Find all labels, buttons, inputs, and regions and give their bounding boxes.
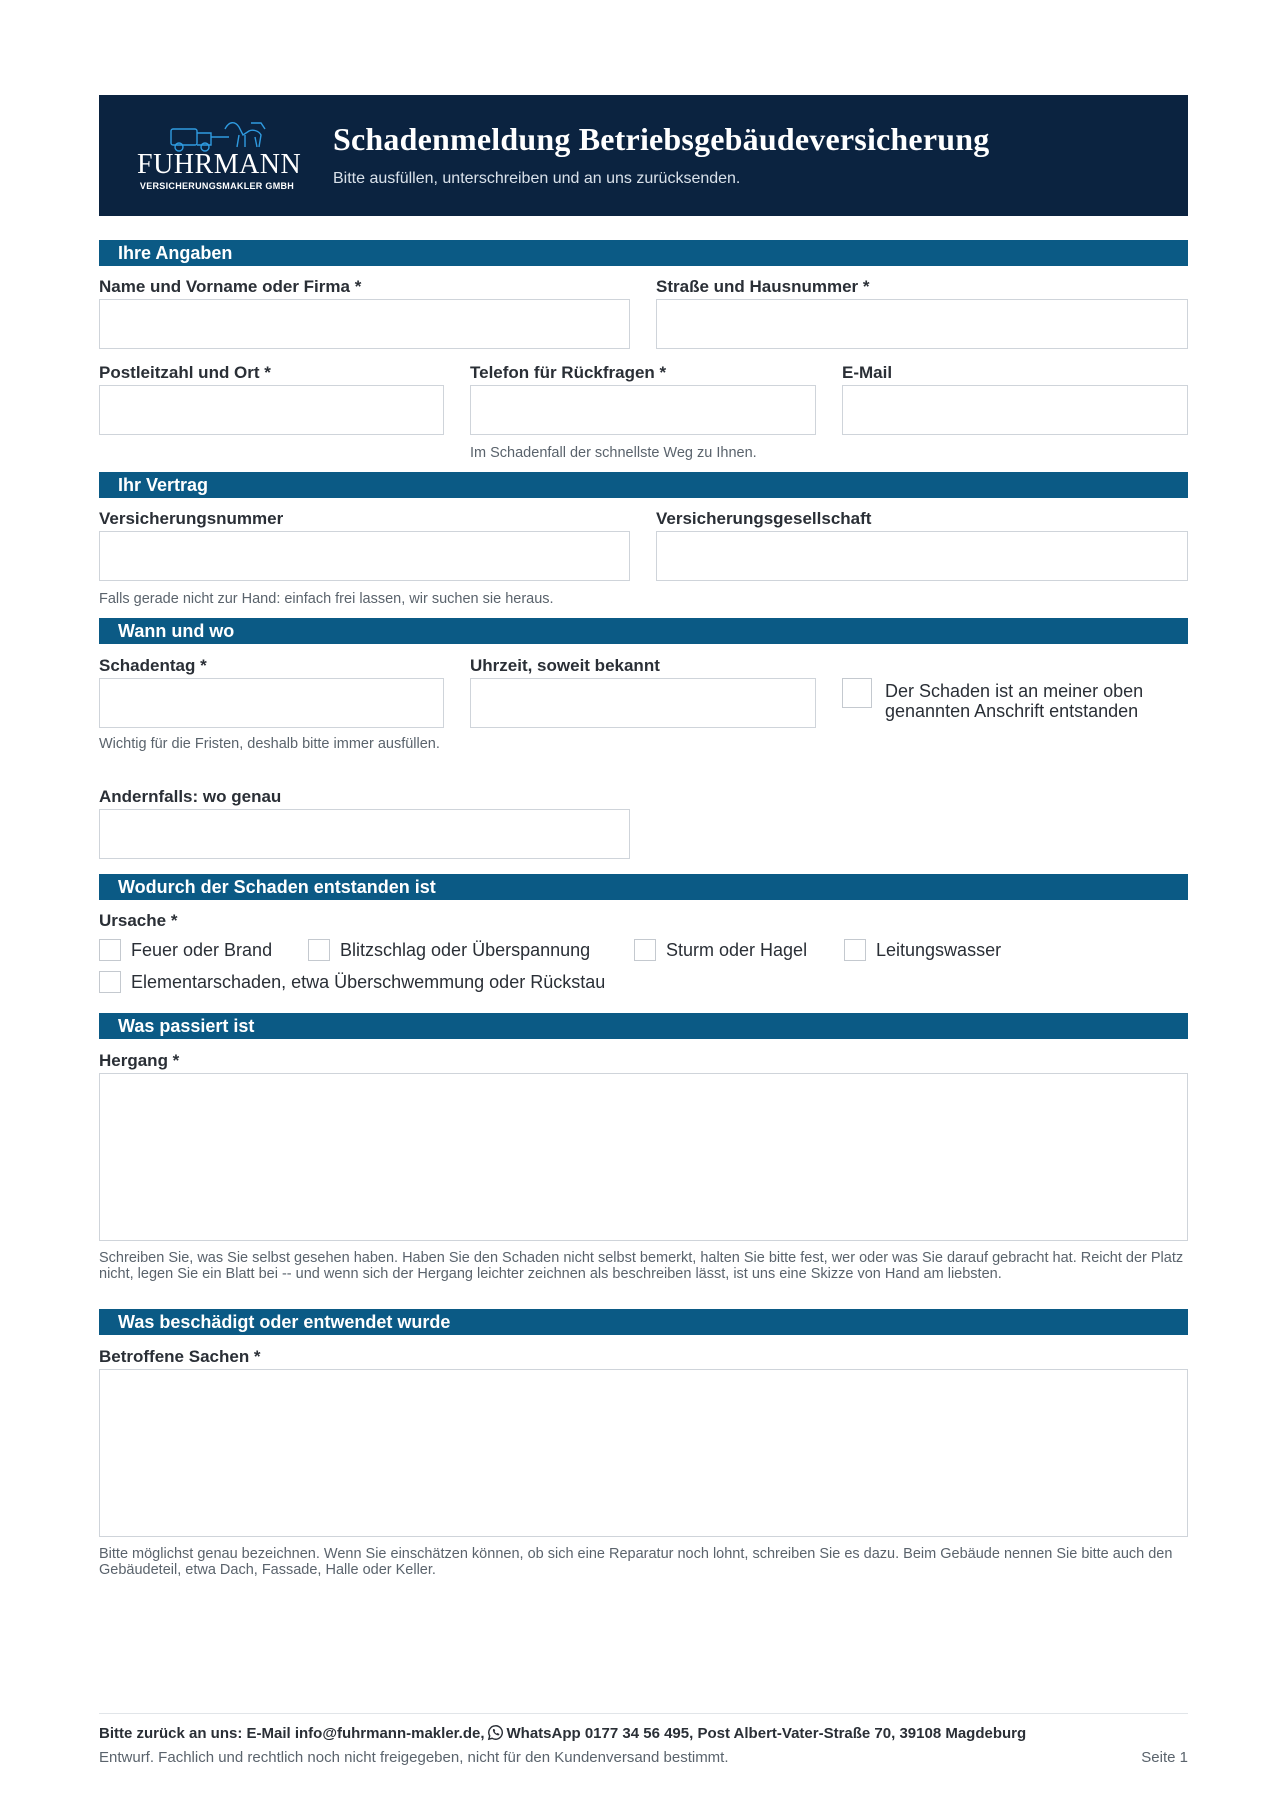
company-logo	[137, 119, 302, 195]
section-header-ursache: Wodurch der Schaden entstanden ist	[99, 874, 1188, 900]
cause-checkbox-elemental[interactable]	[99, 971, 121, 993]
cause-checkbox-storm[interactable]	[634, 939, 656, 961]
phone-label: Telefon für Rückfragen *	[470, 363, 667, 382]
section-header-vertrag: Ihr Vertrag	[99, 472, 1188, 498]
damage-date-input[interactable]	[99, 678, 444, 728]
incident-hint: Schreiben Sie, was Sie selbst gesehen haben. Haben Sie den Schaden nicht selbst bemerkt, halten Sie bitte fest, wer oder was Sie darauf gebracht hat. Reicht der Platz nicht, legen Sie ein Blatt bei -- und wenn sich der Hergang leichter zeichnen als beschreiben lässt, ist uns eine Skizze von Hand am liebsten.	[99, 1250, 1184, 1282]
page-title: Schadenmeldung Betriebsgebäudeversicherung	[333, 121, 990, 157]
email-input[interactable]	[842, 385, 1188, 435]
name-label: Name und Vorname oder Firma *	[99, 277, 362, 296]
where-label: Andernfalls: wo genau	[99, 787, 282, 806]
contract-hint: Falls gerade nicht zur Hand: einfach frei lassen, wir suchen sie heraus.	[99, 591, 554, 607]
damage-date-label: Schadentag *	[99, 656, 207, 675]
where-input[interactable]	[99, 809, 630, 859]
footer-contact	[99, 1724, 1026, 1742]
logo-subline: VERSICHERUNGSMAKLER GMBH	[139, 181, 295, 191]
policy-number-label: Versicherungsnummer	[99, 509, 284, 528]
time-input[interactable]	[470, 678, 816, 728]
carriage-logo-icon	[165, 119, 285, 153]
whatsapp-icon	[487, 1724, 504, 1741]
incident-label: Hergang *	[99, 1051, 180, 1070]
form-page	[99, 95, 1188, 1766]
name-input[interactable]	[99, 299, 630, 349]
affected-items-hint: Bitte möglichst genau bezeichnen. Wenn Sie einschätzen können, ob sich eine Reparatur noch lohnt, schreiben Sie es dazu. Beim Gebäude nennen Sie bitte auch den Gebäudeteil, etwa Dach, Fassade, Halle oder Keller.	[99, 1546, 1173, 1578]
cause-checkbox-water[interactable]	[844, 939, 866, 961]
cause-label: Ursache *	[99, 911, 178, 930]
cause-option-fire: Feuer oder Brand	[131, 940, 273, 960]
affected-items-textarea[interactable]	[99, 1369, 1188, 1537]
damage-date-hint: Wichtig für die Fristen, deshalb bitte immer ausfüllen.	[99, 736, 440, 752]
phone-hint: Im Schadenfall der schnellste Weg zu Ihnen.	[470, 445, 757, 461]
footer-contact-prefix: Bitte zurück an uns: E-Mail info@fuhrmann-makler.de,	[99, 1725, 485, 1742]
same-address-checkbox[interactable]	[842, 678, 872, 708]
header-banner	[99, 95, 1188, 216]
incident-textarea[interactable]	[99, 1073, 1188, 1241]
section-header-angaben: Ihre Angaben	[99, 240, 1188, 266]
phone-input[interactable]	[470, 385, 816, 435]
same-address-label: Der Schaden ist an meiner oben genannten Anschrift entstanden	[885, 681, 1144, 721]
page-subtitle: Bitte ausfüllen, unterschreiben und an uns zurücksenden.	[333, 170, 741, 187]
plz-input[interactable]	[99, 385, 444, 435]
email-label: E-Mail	[842, 363, 893, 382]
time-label: Uhrzeit, soweit bekannt	[470, 656, 660, 675]
insurer-label: Versicherungsgesellschaft	[656, 509, 872, 528]
street-input[interactable]	[656, 299, 1188, 349]
section-header-wann: Wann und wo	[99, 618, 1188, 644]
cause-option-elemental: Elementarschaden, etwa Überschwemmung oder Rückstau	[131, 972, 606, 992]
affected-items-label: Betroffene Sachen *	[99, 1347, 261, 1366]
footer-disclaimer: Entwurf. Fachlich und rechtlich noch nicht freigegeben, nicht für den Kundenversand bestimmt.	[99, 1749, 729, 1766]
cause-option-lightning: Blitzschlag oder Überspannung	[340, 940, 591, 960]
cause-checkbox-lightning[interactable]	[308, 939, 330, 961]
street-label: Straße und Hausnummer *	[656, 277, 870, 296]
policy-number-input[interactable]	[99, 531, 630, 581]
plz-label: Postleitzahl und Ort *	[99, 363, 271, 382]
insurer-input[interactable]	[656, 531, 1188, 581]
section-header-hergang: Was passiert ist	[99, 1013, 1188, 1039]
page-number: Seite 1	[1141, 1749, 1188, 1766]
section-header-sachen: Was beschädigt oder entwendet wurde	[99, 1309, 1188, 1335]
cause-option-water: Leitungswasser	[876, 940, 1002, 960]
footer-divider	[99, 1713, 1188, 1714]
logo-wordmark: FUHRMANN	[137, 149, 302, 180]
footer-contact-suffix: WhatsApp 0177 34 56 495, Post Albert-Vater-Straße 70, 39108 Magdeburg	[506, 1725, 1027, 1742]
cause-option-storm: Sturm oder Hagel	[666, 940, 808, 960]
cause-checkbox-fire[interactable]	[99, 939, 121, 961]
